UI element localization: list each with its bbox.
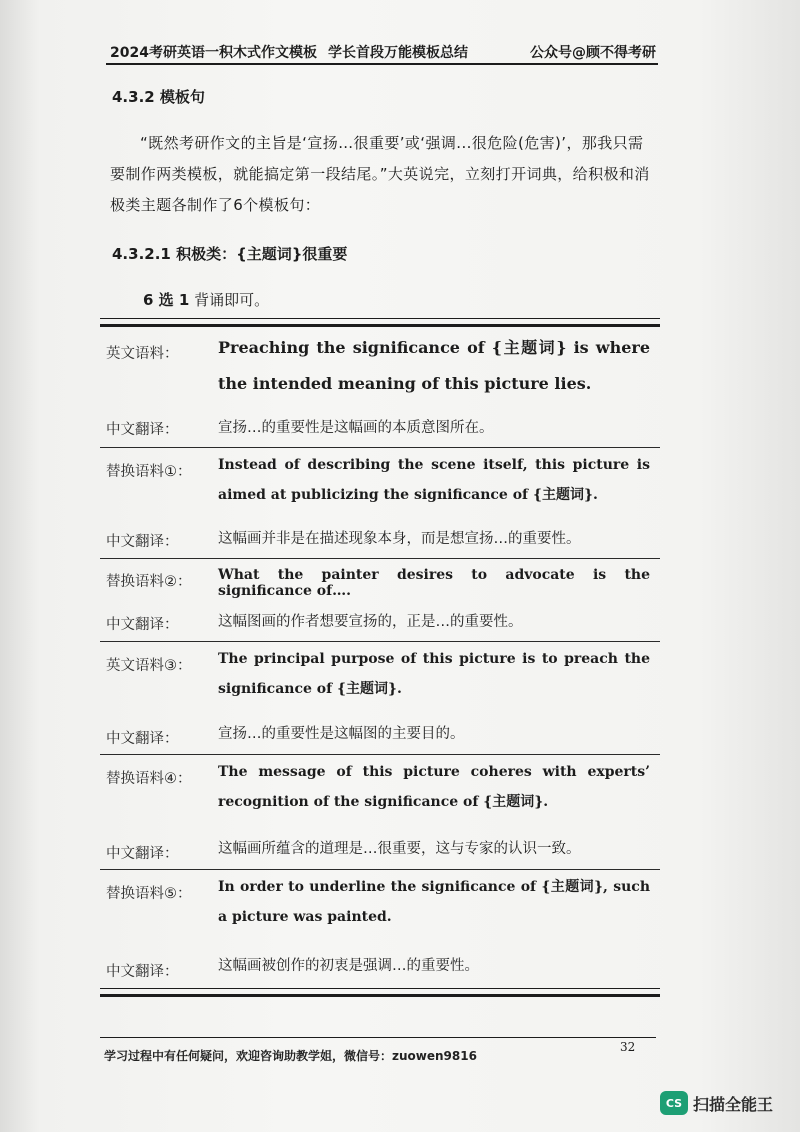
english-corpus: The principal purpose of this picture is to preach the significance of {主题词}.: [218, 651, 650, 697]
row-label: 替换语料①：: [106, 464, 192, 480]
header-left-title: 2024考研英语一积木式作文模板: [110, 45, 317, 61]
intro-paragraph: “既然考研作文的主旨是‘宣扬…很重要’或‘强调...很危险(危害)’，那我只需要制作两类模板，就能搞定第一段结尾。”大英说完，立刻打开词典，给积极和消极类主题各制作了6个模板句：: [110, 134, 650, 214]
chinese-translation: 这幅画并非是在描述现象本身，而是想宣扬…的重要性。: [218, 531, 581, 547]
row-label: 英文语料③：: [106, 658, 192, 674]
table-bottom-rule: [100, 988, 660, 997]
header-divider: [106, 63, 658, 65]
english-corpus: In order to underline the significance of {主题词}, such a picture was painted.: [218, 879, 650, 925]
row-divider: [100, 869, 660, 870]
row-label: 替换语料④：: [106, 771, 192, 787]
footer-contact-text: 学习过程中有任何疑问，欢迎咨询助教学姐，微信号：zuowen9816: [104, 1049, 477, 1063]
chinese-translation: 这幅画被创作的初衷是强调…的重要性。: [218, 958, 479, 974]
row-zh-label: 中文翻译：: [106, 534, 179, 550]
instruction-note: [143, 289, 269, 310]
row-zh-label: 中文翻译：: [106, 731, 179, 747]
row-divider: [100, 447, 660, 448]
header-middle-title: 学长首段万能模板总结: [328, 45, 468, 61]
page-header: [110, 40, 656, 62]
row-divider: [100, 754, 660, 755]
row-label: 替换语料⑤：: [106, 886, 192, 902]
table-top-rule: [100, 318, 660, 327]
watermark-text: 扫描全能王: [693, 1094, 774, 1114]
footer-divider: [100, 1037, 656, 1038]
english-corpus: Instead of describing the scene itself, this picture is aimed at publicizing the significance of {主题词}.: [218, 457, 650, 503]
page-number: 32: [620, 1040, 636, 1054]
camscanner-logo-icon: CS: [660, 1091, 688, 1115]
section-title: 4.3.2 模板句: [112, 88, 205, 106]
chinese-translation: 这幅图画的作者想要宣扬的，正是…的重要性。: [218, 614, 523, 630]
subsection-title: 4.3.2.1 积极类：{主题词}很重要: [112, 245, 348, 263]
row-zh-label: 中文翻译：: [106, 617, 179, 633]
row-zh-label: 中文翻译：: [106, 964, 179, 980]
row-zh-label: 中文翻译：: [106, 422, 179, 438]
chinese-translation: 这幅画所蕴含的道理是…很重要，这与专家的认识一致。: [218, 841, 581, 857]
row-label: 替换语料②：: [106, 574, 192, 590]
note-text: 背诵即可。: [189, 291, 270, 309]
note-bold: 6 选 1: [143, 291, 190, 309]
row-label: 英文语料：: [106, 346, 179, 362]
row-zh-label: 中文翻译：: [106, 846, 179, 862]
chinese-translation: 宣扬…的重要性是这幅画的本质意图所在。: [218, 420, 494, 436]
chinese-translation: 宣扬…的重要性是这幅图的主要目的。: [218, 726, 465, 742]
english-corpus: What the painter desires to advocate is the significance of….: [218, 567, 650, 599]
header-right-title: 公众号@顾不得考研: [530, 45, 656, 61]
english-corpus: Preaching the significance of {主题词} is where the intended meaning of this picture lies.: [218, 338, 650, 393]
scanner-watermark: [660, 1088, 773, 1118]
row-divider: [100, 558, 660, 559]
english-corpus: The message of this picture coheres with experts’ recognition of the significance of {主题词}.: [218, 764, 650, 810]
row-divider: [100, 641, 660, 642]
